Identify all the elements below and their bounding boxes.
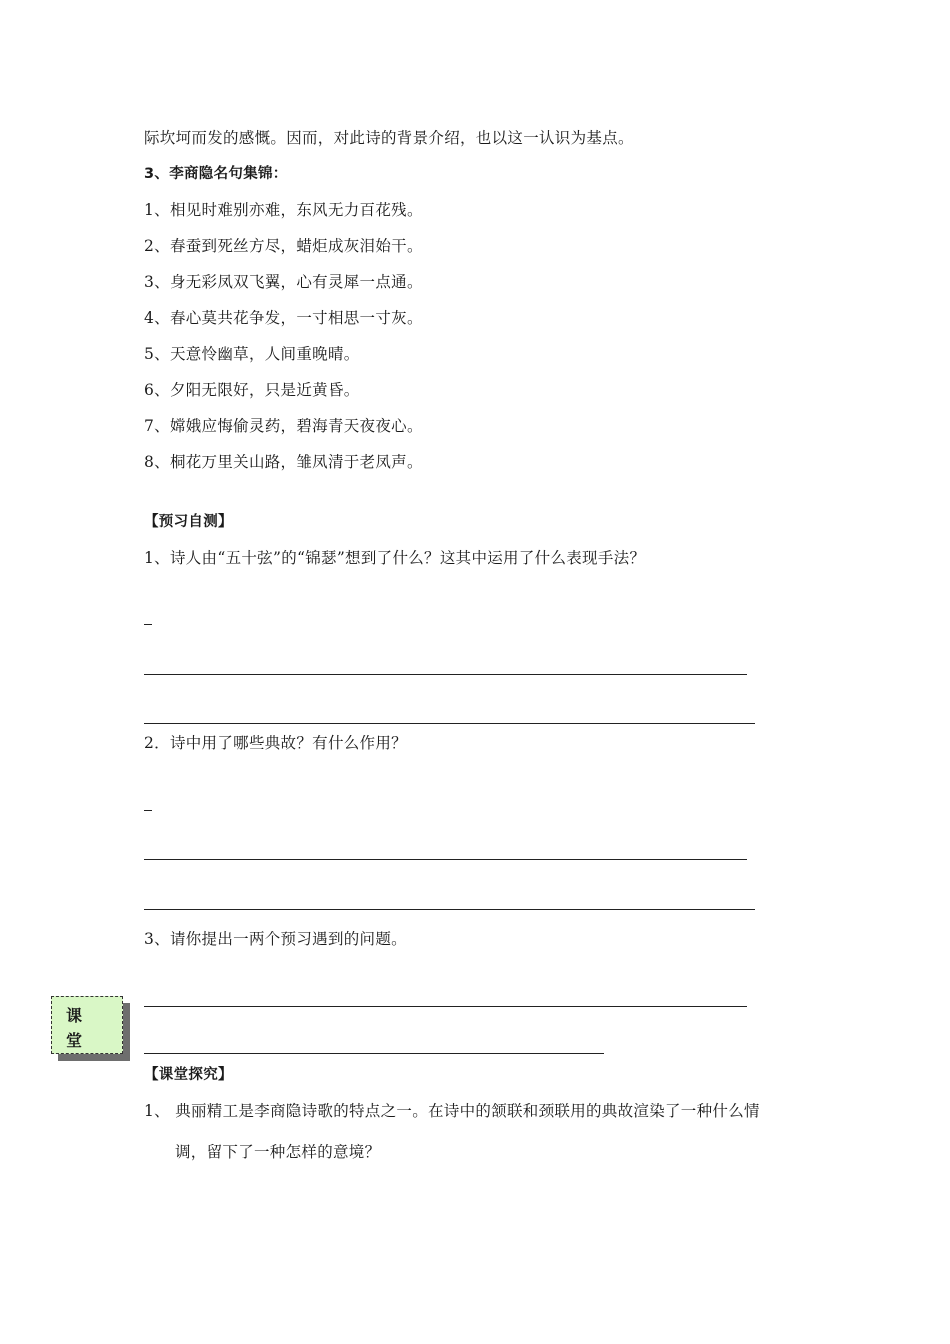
answer-line[interactable] bbox=[144, 859, 747, 860]
famous-line-item: 3、身无彩凤双飞翼，心有灵犀一点通。 bbox=[144, 273, 423, 291]
side-label-char: 课 bbox=[66, 1006, 83, 1025]
famous-line-item: 4、春心莫共花争发，一寸相思一寸灰。 bbox=[144, 309, 423, 327]
preview-question-1: 1、诗人由“五十弦”的“锦瑟”想到了什么？这其中运用了什么表现手法？ bbox=[144, 549, 646, 567]
side-label-box bbox=[51, 996, 123, 1054]
famous-line-item: 5、天意怜幽草，人间重晚晴。 bbox=[144, 345, 360, 363]
answer-line[interactable] bbox=[144, 1006, 747, 1007]
answer-line[interactable] bbox=[144, 674, 747, 675]
class-explore-question-1-cont: 调，留下了一种怎样的意境？ bbox=[175, 1143, 381, 1161]
famous-line-item: 6、夕阳无限好，只是近黄昏。 bbox=[144, 381, 360, 399]
intro-text: 际坎坷而发的感慨。因而，对此诗的背景介绍，也以这一认识为基点。 bbox=[144, 129, 634, 147]
class-explore-question-1: 1、 典丽精工是李商隐诗歌的特点之一。在诗中的颔联和颈联用的典故渲染了一种什么情 bbox=[144, 1102, 760, 1120]
answer-line[interactable] bbox=[144, 1053, 604, 1054]
famous-line-item: 7、嫦娥应悔偷灵药，碧海青天夜夜心。 bbox=[144, 417, 423, 435]
answer-line[interactable] bbox=[144, 909, 755, 910]
preview-question-3: 3、请你提出一两个预习遇到的问题。 bbox=[144, 930, 407, 948]
preview-question-2: 2．诗中用了哪些典故？有什么作用？ bbox=[144, 734, 407, 752]
side-label-char: 堂 bbox=[66, 1031, 83, 1050]
answer-line[interactable] bbox=[144, 723, 755, 724]
famous-line-item: 2、春蚕到死丝方尽，蜡炬成灰泪始干。 bbox=[144, 237, 423, 255]
answer-dash bbox=[144, 810, 152, 811]
famous-lines-heading: 3、李商隐名句集锦： bbox=[144, 166, 288, 182]
famous-line-item: 8、桐花万里关山路，雏凤清于老凤声。 bbox=[144, 453, 423, 471]
class-explore-heading: 【课堂探究】 bbox=[144, 1067, 233, 1083]
preview-heading: 【预习自测】 bbox=[144, 514, 233, 530]
answer-dash bbox=[144, 624, 152, 625]
famous-line-item: 1、相见时难别亦难，东风无力百花残。 bbox=[144, 201, 423, 219]
